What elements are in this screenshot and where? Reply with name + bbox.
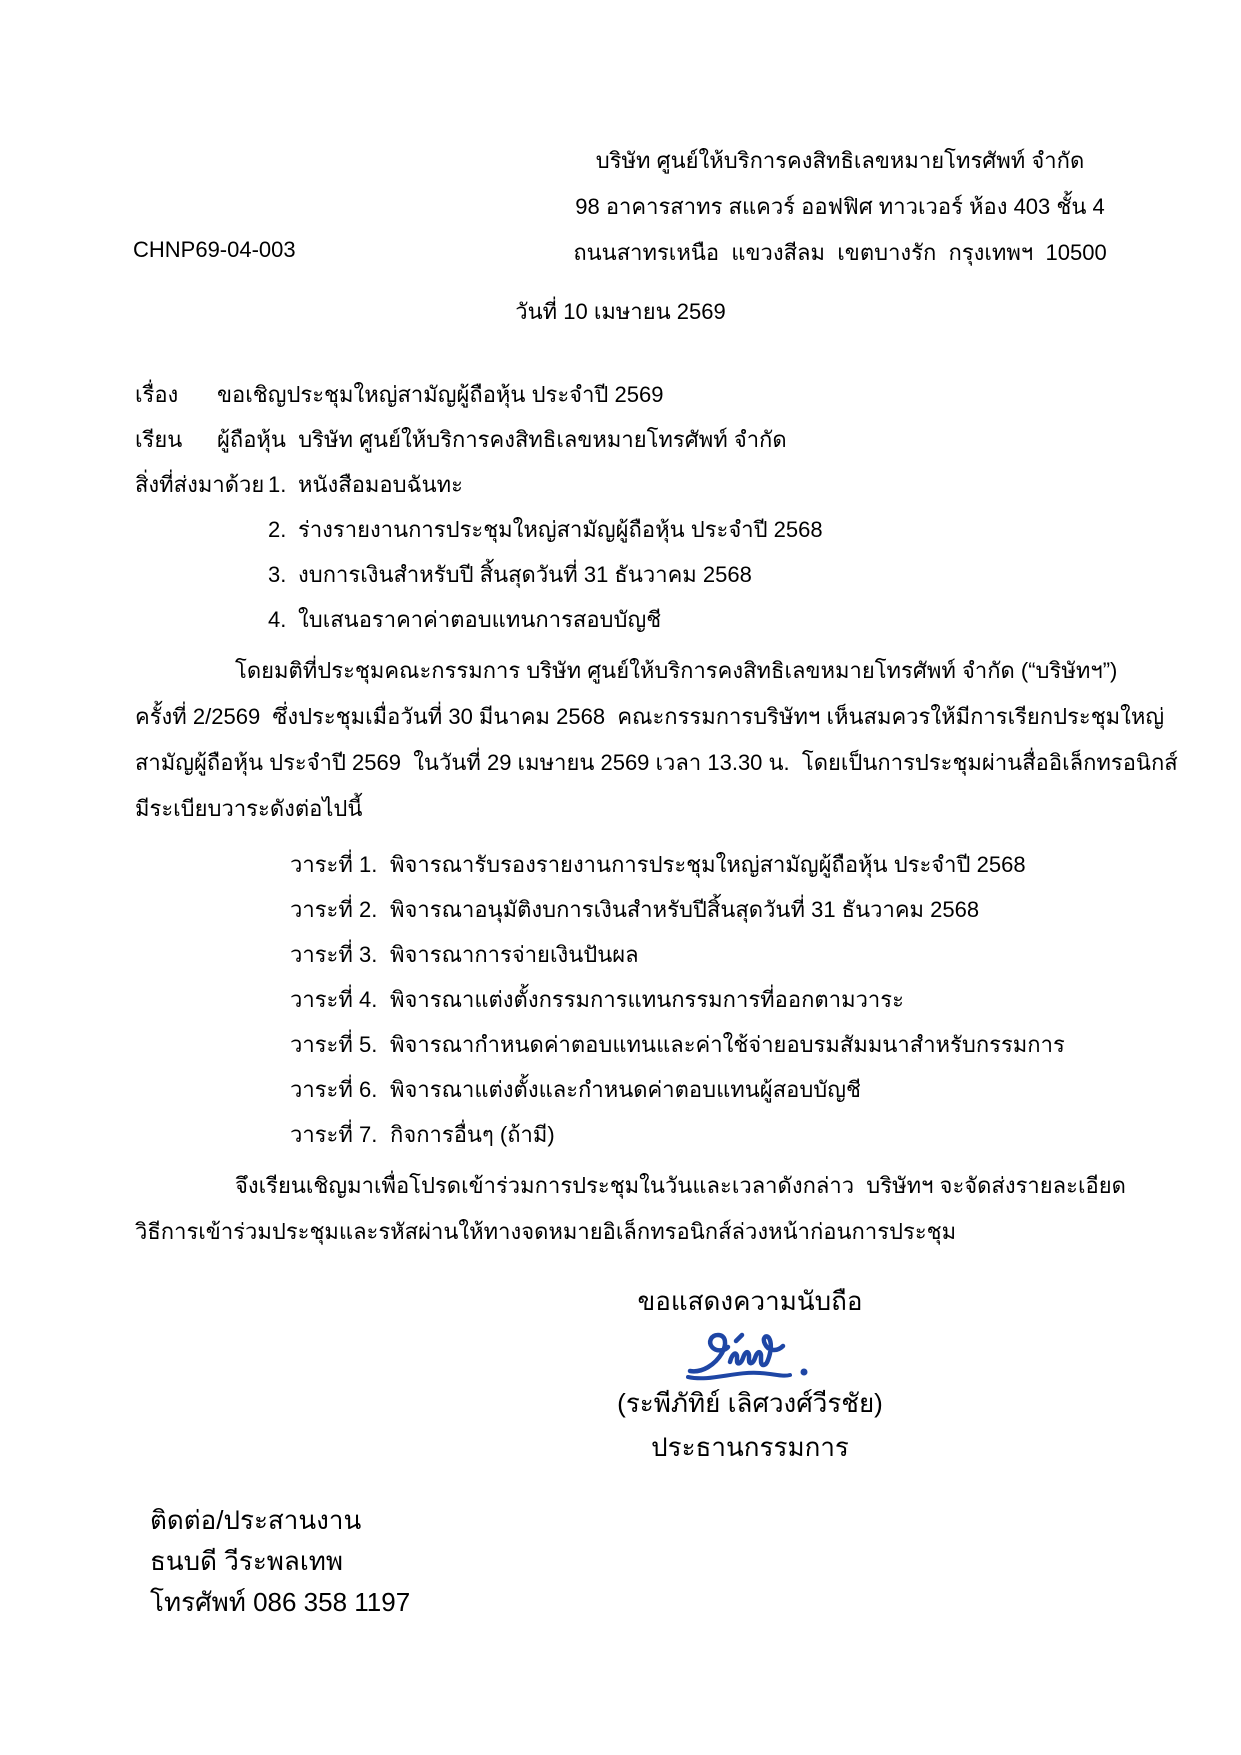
sender-header bbox=[555, 138, 1125, 276]
closing-line: จึงเรียนเชิญมาเพื่อโปรดเข้าร่วมการประชุมในวันและเวลาดังกล่าว บริษัทฯ จะจัดส่งรายละเอียด bbox=[235, 1173, 1126, 1198]
attachment-item bbox=[268, 507, 823, 552]
closing-line: วิธีการเข้าร่วมประชุมและรหัสผ่านให้ทางจดหมายอิเล็กทรอนิกส์ล่วงหน้าก่อนการประชุม bbox=[135, 1219, 957, 1244]
agenda-item-text: พิจารณากำหนดค่าตอบแทนและค่าใช้จ่ายอบรมสัมมนาสำหรับกรรมการ bbox=[390, 1032, 1065, 1057]
subject-label: เรื่อง bbox=[135, 382, 179, 407]
agenda-item-label: วาระที่ 5. bbox=[290, 1032, 378, 1057]
agenda-item-label: วาระที่ 7. bbox=[290, 1122, 378, 1147]
sender-address-line-1: 98 อาคารสาทร สแควร์ ออฟฟิศ ทาวเวอร์ ห้อง 403 ชั้น 4 bbox=[575, 194, 1105, 219]
to-row bbox=[135, 417, 787, 463]
body-line: มีระเบียบวาระดังต่อไปนี้ bbox=[135, 796, 363, 821]
agenda-item bbox=[290, 887, 1065, 932]
agenda-item bbox=[290, 1067, 1065, 1112]
agenda-item-label: วาระที่ 2. bbox=[290, 897, 378, 922]
to-label: เรียน bbox=[135, 427, 183, 452]
agenda-item bbox=[290, 842, 1065, 887]
agenda-item-label: วาระที่ 4. bbox=[290, 987, 378, 1012]
agenda-item-text: พิจารณาแต่งตั้งกรรมการแทนกรรมการที่ออกตามวาระ bbox=[390, 987, 904, 1012]
signature-block bbox=[500, 1283, 1000, 1465]
attachments-section bbox=[135, 462, 823, 642]
attachments-list bbox=[268, 462, 823, 642]
agenda-item-label: วาระที่ 3. bbox=[290, 942, 378, 967]
body-line: โดยมติที่ประชุมคณะกรรมการ บริษัท ศูนย์ให้บริการคงสิทธิเลขหมายโทรศัพท์ จำกัด (“บริษัทฯ”) bbox=[235, 658, 1118, 683]
closing-paragraph bbox=[135, 1163, 1126, 1255]
agenda-item-text: พิจารณารับรองรายงานการประชุมใหญ่สามัญผู้ถือหุ้น ประจำปี 2568 bbox=[390, 852, 1026, 877]
agenda-item-text: พิจารณาอนุมัติงบการเงินสำหรับปีสิ้นสุดวันที่ 31 ธันวาคม 2568 bbox=[390, 897, 980, 922]
body-paragraph bbox=[135, 648, 1178, 832]
agenda-item-text: พิจารณาการจ่ายเงินปันผล bbox=[390, 942, 639, 967]
document-ref-number: CHNP69-04-003 bbox=[133, 237, 296, 262]
signature-icon bbox=[500, 1327, 1000, 1385]
sender-company-name: บริษัท ศูนย์ให้บริการคงสิทธิเลขหมายโทรศัพท์ จำกัด bbox=[595, 148, 1085, 173]
agenda-item bbox=[290, 977, 1065, 1022]
contact-name: ธนบดี วีระพลเทพ bbox=[150, 1546, 344, 1576]
signer-name: (ระพีภัทิย์ เลิศวงศ์วีรชัย) bbox=[617, 1388, 883, 1418]
subject-text: ขอเชิญประชุมใหญ่สามัญผู้ถือหุ้น ประจำปี 2569 bbox=[217, 382, 664, 407]
attachment-number: 2. bbox=[268, 517, 287, 542]
attachment-text: หนังสือมอบฉันทะ bbox=[298, 472, 463, 497]
to-text: ผู้ถือหุ้น บริษัท ศูนย์ให้บริการคงสิทธิเลขหมายโทรศัพท์ จำกัด bbox=[217, 427, 787, 452]
attachment-item bbox=[268, 597, 823, 642]
agenda-item-label: วาระที่ 6. bbox=[290, 1077, 378, 1102]
agenda-item-text: กิจการอื่นๆ (ถ้ามี) bbox=[390, 1122, 555, 1147]
body-line: สามัญผู้ถือหุ้น ประจำปี 2569 ในวันที่ 29 เมษายน 2569 เวลา 13.30 น. โดยเป็นการประชุมผ่านสื่ออิเล็กทรอนิกส์ bbox=[135, 750, 1178, 775]
agenda-item bbox=[290, 1022, 1065, 1067]
attachment-number: 1. bbox=[268, 472, 287, 497]
attachment-text: งบการเงินสำหรับปี สิ้นสุดวันที่ 31 ธันวาคม 2568 bbox=[298, 562, 752, 587]
subject-row bbox=[135, 372, 663, 418]
attachment-number: 4. bbox=[268, 607, 287, 632]
attachment-text: ร่างรายงานการประชุมใหญ่สามัญผู้ถือหุ้น ประจำปี 2568 bbox=[298, 517, 823, 542]
agenda-item bbox=[290, 1112, 1065, 1157]
contact-footer bbox=[150, 1500, 410, 1623]
document-date: วันที่ 10 เมษายน 2569 bbox=[515, 299, 726, 324]
body-line: ครั้งที่ 2/2569 ซึ่งประชุมเมื่อวันที่ 30 มีนาคม 2568 คณะกรรมการบริษัทฯ เห็นสมควรให้มีการเรียกประชุมใหญ่ bbox=[135, 704, 1165, 729]
agenda-item-text: พิจารณาแต่งตั้งและกำหนดค่าตอบแทนผู้สอบบัญชี bbox=[390, 1077, 861, 1102]
attachment-item bbox=[268, 552, 823, 597]
attachment-number: 3. bbox=[268, 562, 287, 587]
contact-phone: โทรศัพท์ 086 358 1197 bbox=[150, 1587, 411, 1617]
contact-label: ติดต่อ/ประสานงาน bbox=[150, 1505, 362, 1535]
attachment-text: ใบเสนอราคาค่าตอบแทนการสอบบัญชี bbox=[298, 607, 662, 632]
sender-address-line-2: ถนนสาทรเหนือ แขวงสีลม เขตบางรัก กรุงเทพฯ 10500 bbox=[573, 240, 1107, 265]
complimentary-close: ขอแสดงความนับถือ bbox=[637, 1286, 863, 1316]
attachment-item bbox=[268, 462, 823, 507]
agenda-item bbox=[290, 932, 1065, 977]
agenda-list bbox=[290, 842, 1065, 1157]
signer-title: ประธานกรรมการ bbox=[651, 1432, 849, 1462]
agenda-item-label: วาระที่ 1. bbox=[290, 852, 378, 877]
attachments-label: สิ่งที่ส่งมาด้วย bbox=[135, 472, 265, 497]
